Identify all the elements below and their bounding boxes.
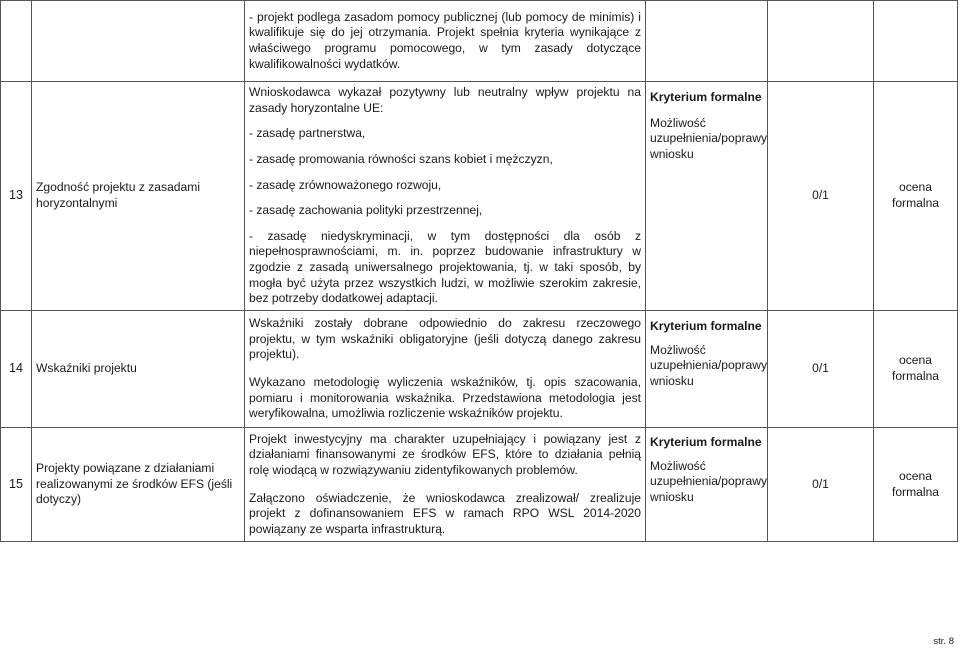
criterion-type-label: Kryterium formalne [650,90,762,104]
criterion-name: Zgodność projektu z zasadami horyzontalnymi [32,82,245,311]
criterion-description [245,428,646,542]
description-paragraph: - zasadę niedyskryminacji, w tym dostępności dla osób z niepełnosprawnościami, m. in. poprzez budowanie infrastruktury w zgodzie z zasadą uniwersalnego projektowania, tj. w taki sposób, by mogła być użyta przez wszystkich ludzi, w możliwie szerokim zakresie, bez potrzeby dodatkowej adaptacji. [249,228,641,306]
description-paragraph: - projekt podlega zasadom pomocy publicznej (lub pomocy de minimis) i kwalifikuje się do jej otrzymania. Projekt spełnia kryteria wynikające z właściwego programu pomocowego, w tym zasady dotyczące kwalifikowalności wydatków. [249,9,641,71]
table-row [1,428,958,542]
assessment-type: ocena formalna [874,428,958,542]
criterion-type [646,82,768,311]
criterion-type-label: Kryterium formalne [650,319,762,333]
criterion-type-note: Możliwość uzupełnienia/poprawy wniosku [650,115,767,161]
points: 0/1 [768,82,874,311]
table-row [1,311,958,428]
points: 0/1 [768,428,874,542]
points [768,1,874,82]
description-paragraph: Załączono oświadczenie, że wnioskodawca zrealizował/ zrealizuje projekt z dofinansowaniem EFS w ramach RPO WSL 2014-2020 powiązany ze wsparta infrastrukturą. [249,490,641,536]
row-number [1,1,32,82]
description-paragraph: Projekt inwestycyjny ma charakter uzupełniający i powiązany jest z działaniami finansowanymi ze środków EFS, które to działania pełnią rolę wiodącą w rozwiązywaniu zidentyfikowanych problemów. [249,431,641,477]
description-paragraph: Wskaźniki zostały dobrane odpowiednio do zakresu rzeczowego projektu, w tym wskaźniki obligatoryjne (jeśli dotyczą danego zakresu projektu). [249,316,641,362]
table-row [1,1,958,82]
table-row [1,82,958,311]
description-paragraph: - zasadę zrównoważonego rozwoju, [249,177,442,192]
row-number: 13 [1,82,32,311]
assessment-type [874,1,958,82]
criterion-name: Projekty powiązane z działaniami realizowanymi ze środków EFS (jeśli dotyczy) [32,428,245,542]
assessment-type: ocena formalna [874,82,958,311]
criterion-name: Wskaźniki projektu [32,311,245,428]
description-paragraph: Wykazano metodologię wyliczenia wskaźników, tj. opis szacowania, pomiaru i monitorowania wskaźnika. Przedstawiona metodologia jest weryfikowalna, umożliwia rozliczenie wskaźników projektu. [249,375,641,421]
criterion-type [646,428,768,542]
description-paragraph: Wnioskodawca wykazał pozytywny lub neutralny wpływ projektu na zasady horyzontalne UE: [249,85,641,115]
criterion-name [32,1,245,82]
criterion-description [245,1,646,82]
description-paragraph: - zasadę zachowania polityki przestrzennej, [249,203,483,218]
criterion-type-note: Możliwość uzupełnienia/poprawy wniosku [650,458,767,504]
page-number: str. 8 [933,636,954,647]
points: 0/1 [768,311,874,428]
criterion-description [245,82,646,311]
description-paragraph: - zasadę partnerstwa, [249,126,366,141]
description-paragraph: - zasadę promowania równości szans kobiet i mężczyzn, [249,152,553,167]
criterion-type [646,1,768,82]
criterion-description [245,311,646,428]
criterion-type-note: Możliwość uzupełnienia/poprawy wniosku [650,342,767,388]
row-number: 15 [1,428,32,542]
assessment-type: ocena formalna [874,311,958,428]
criterion-type [646,311,768,428]
row-number: 14 [1,311,32,428]
criterion-type-label: Kryterium formalne [650,435,762,449]
